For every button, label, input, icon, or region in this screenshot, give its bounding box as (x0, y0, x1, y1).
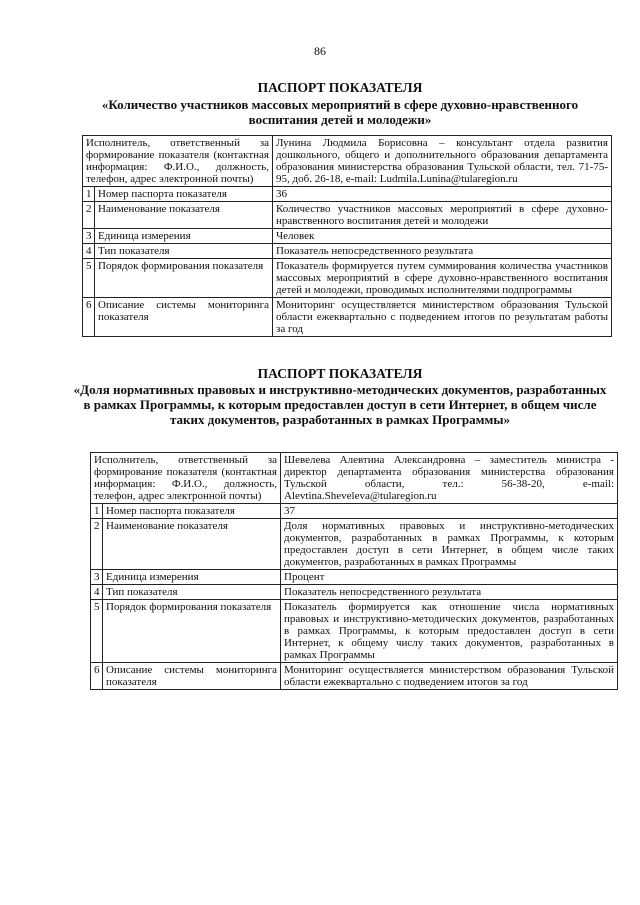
row-number: 4 (91, 585, 103, 600)
row-number: 5 (83, 259, 95, 298)
row-label: Порядок формирования показателя (95, 259, 273, 298)
row-number: 3 (83, 229, 95, 244)
row-number: 5 (91, 600, 103, 663)
row-value: Показатель формируется путем суммирования количества участников массовых мероприятий в сфере духовно-нравственного воспитания детей и молодежи, проводимых исполнителями подпрограммы (273, 259, 612, 298)
row-value: Показатель непосредственного результата (273, 244, 612, 259)
table-row (83, 202, 612, 229)
row-label: Тип показателя (103, 585, 281, 600)
table-row (83, 187, 612, 202)
table-row (91, 663, 618, 690)
page-number: 86 (314, 44, 326, 58)
row-value: Мониторинг осуществляется министерством образования Тульской области ежеквартально с подведением итогов за год (281, 663, 618, 690)
table-row (91, 519, 618, 570)
row-value: Мониторинг осуществляется министерством образования Тульской области ежеквартально с подведением итогов по результатам работы за год (273, 298, 612, 337)
row-value: Доля нормативных правовых и инструктивно-методических документов, разработанных в рамках Программы, к которым предоставлен доступ в сети Интернет, в общем числе таких документов, разработанных в рамках Программы (281, 519, 618, 570)
row-number: 6 (83, 298, 95, 337)
table-row (91, 453, 618, 504)
row-label: Наименование показателя (103, 519, 281, 570)
row-label: Наименование показателя (95, 202, 273, 229)
executor-label: Исполнитель, ответственный за формирование показателя (контактная информация: Ф.И.О., должность, телефон, адрес электронной почты) (83, 136, 273, 187)
table-row (91, 600, 618, 663)
passport-1-subtitle: «Количество участников массовых мероприятий в сфере духовно-нравственного воспитания детей и молодежи» (101, 97, 579, 127)
row-value: Количество участников массовых мероприятий в сфере духовно-нравственного воспитания детей и молодежи (273, 202, 612, 229)
passport-2-table (90, 452, 618, 690)
row-value: Человек (273, 229, 612, 244)
table-row (83, 244, 612, 259)
table-row (91, 585, 618, 600)
row-label: Тип показателя (95, 244, 273, 259)
table-row (83, 229, 612, 244)
executor-value: Шевелева Алевтина Александровна – заместитель министра - директор департамента образования министерства образования Тульской области, тел.: 56-38-20, e-mail: Alevtina.Sheveleva@tularegion.ru (281, 453, 618, 504)
executor-label: Исполнитель, ответственный за формирование показателя (контактная информация: Ф.И.О., должность, телефон, адрес электронной почты) (91, 453, 281, 504)
row-label: Описание системы мониторинга показателя (103, 663, 281, 690)
row-label: Номер паспорта показателя (103, 504, 281, 519)
table-row (83, 298, 612, 337)
passport-1-heading: ПАСПОРТ ПОКАЗАТЕЛЯ (257, 80, 423, 95)
row-value: 36 (273, 187, 612, 202)
executor-value: Лунина Людмила Борисовна – консультант отдела развития дошкольного, общего и дополнительного образования департамента образования министерства образования Тульской области, тел. 71-75-95, доб. 26-18, e-mail: Ludmila.Lunina@tularegion.ru (273, 136, 612, 187)
passport-1-table (82, 135, 612, 337)
row-value: Процент (281, 570, 618, 585)
row-number: 1 (91, 504, 103, 519)
row-number: 2 (91, 519, 103, 570)
table-row (83, 136, 612, 187)
row-label: Единица измерения (103, 570, 281, 585)
row-label: Единица измерения (95, 229, 273, 244)
table-row (91, 570, 618, 585)
table-row (83, 259, 612, 298)
row-label: Номер паспорта показателя (95, 187, 273, 202)
row-value: Показатель непосредственного результата (281, 585, 618, 600)
row-value: Показатель формируется как отношение числа нормативных правовых и инструктивно-методических документов, разработанных в рамках Программы, к которым предоставлен доступ в сети Интернет, к общему числу таких документов, разработанных в рамках Программы (281, 600, 618, 663)
passport-2-subtitle: «Доля нормативных правовых и инструктивно-методических документов, разработанных в рамках Программы, к которым предоставлен доступ в сети Интернет, в общем числе таких документов, разработанных в рамках Программы» (73, 382, 607, 427)
table-row (91, 504, 618, 519)
row-label: Порядок формирования показателя (103, 600, 281, 663)
row-number: 2 (83, 202, 95, 229)
row-number: 6 (91, 663, 103, 690)
row-number: 1 (83, 187, 95, 202)
row-number: 4 (83, 244, 95, 259)
row-number: 3 (91, 570, 103, 585)
passport-2-heading: ПАСПОРТ ПОКАЗАТЕЛЯ (257, 366, 423, 381)
row-value: 37 (281, 504, 618, 519)
row-label: Описание системы мониторинга показателя (95, 298, 273, 337)
